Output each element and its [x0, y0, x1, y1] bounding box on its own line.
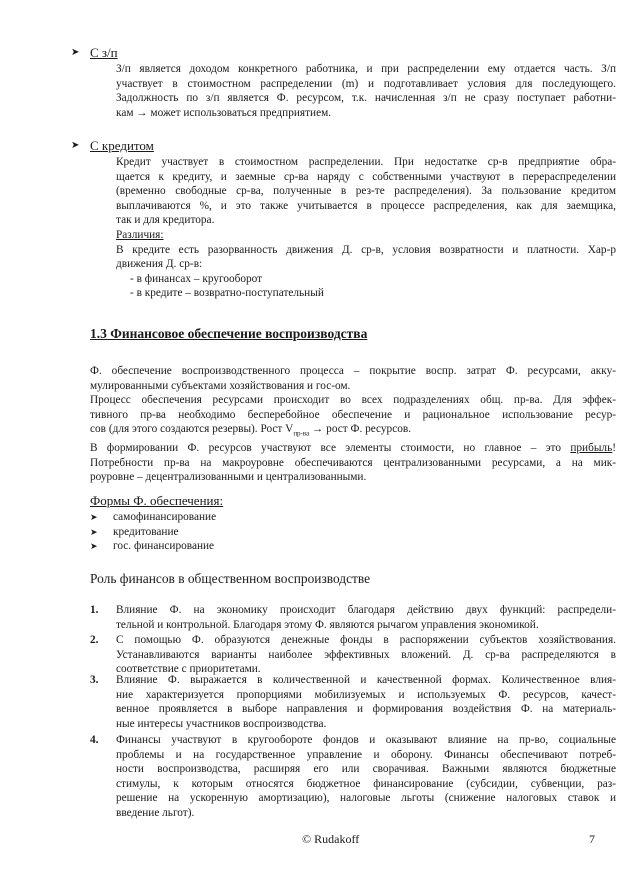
sub-list-item: - в кредите – возвратно-поступательный	[130, 287, 324, 300]
text-line: участвует в стоимостном распределении (m) и подготавливает условия для последующего.	[116, 77, 616, 90]
text-line: Потребности пр-ва на макроуровне обеспечиваются централизованными ресурсами, а на мик-	[90, 456, 616, 469]
text-line: Ф. обеспечение воспроизводственного процесса – покрытие воспр. затрат Ф. ресурсами, акку-	[90, 365, 616, 377]
text-line: кам → может использоваться предприятием.	[116, 106, 332, 119]
growth-line	[90, 422, 616, 441]
list-number: 3.	[90, 674, 99, 686]
text-line: Кредит участвует в стоимостном распределении. При недостатке ср-в предприятие обра-	[116, 156, 616, 168]
forms-list-item	[90, 539, 216, 554]
text-line: движения Д. ср-в:	[116, 258, 203, 271]
text-line: роуровне – децентрализованными и централизованными.	[90, 471, 367, 484]
list-number: 2.	[90, 634, 99, 646]
text-line: проблемы и на государственное управление и оборону. Финансы обеспечивают потреб-	[116, 748, 616, 761]
forms-item-label: гос. финансирование	[113, 540, 215, 553]
text-line: щается к кредиту, и заемные ср-ва наряду с собственными участвуют в перераспределении	[116, 170, 616, 183]
role-title: Роль финансов в общественном воспроизводстве	[90, 571, 371, 586]
text-line: С помощью Ф. образуются денежные фонды в распоряжении субъектов хозяйствования.	[116, 634, 616, 646]
text-line: стимулы, к которым относятся бюджетное финансирование (субсидии, субвенции, раз-	[116, 777, 616, 790]
section-1-3-body	[90, 364, 616, 485]
text-fragment: В формировании Ф. ресурсов участвуют все элементы стоимости, но главное – это	[90, 442, 571, 455]
arrowhead-bullet-icon: ➤	[90, 526, 98, 537]
forms-title: Формы Ф. обеспечения:	[90, 493, 224, 508]
forms-list-item	[90, 525, 216, 540]
page-number: 7	[589, 832, 595, 846]
text-fragment: → рост Ф. ресурсов.	[309, 423, 412, 436]
arrowhead-bullet-icon: ➤	[90, 512, 98, 522]
text-line: Процесс обеспечения ресурсами происходит во всех подразделениях общ. пр-ва. Для эффек-	[90, 394, 616, 407]
section-wage-heading	[71, 45, 118, 61]
section-wage-title: С з/п	[90, 45, 118, 60]
section-credit-title: С кредитом	[90, 138, 154, 153]
text-line: ние характеризуется пропорциями мобилизуемых и используемых Ф. ресурсов, качест-	[116, 688, 616, 701]
text-line: Устанавливаются варианты наиболее эффективных вложений. Д. ср-ва распределяются в	[116, 648, 616, 661]
profit-word: прибыль	[570, 442, 613, 455]
differences-label: Различия:	[116, 228, 164, 241]
forms-list	[90, 510, 216, 554]
text-fragment: сов (для этого создаются резервы). Рост V	[90, 423, 294, 436]
text-line: так и для кредитора.	[116, 214, 215, 227]
text-line: выплачиваются %, и это также учитывается в процессе распределения, как для заемщика,	[116, 199, 616, 212]
forms-item-label: самофинансирование	[113, 511, 217, 523]
list-number: 1.	[90, 604, 99, 616]
text-line: ные интересы участников воспроизводства.	[116, 717, 327, 730]
arrowhead-bullet-icon: ➤	[71, 47, 80, 58]
text-line: Финансы участвуют в кругообороте фондов и оказывают влияние на пр-во, социальные	[116, 734, 616, 746]
text-fragment: !	[612, 442, 616, 455]
text-line: Задолжность по з/п является Ф. ресурсом, т.к. начисленная з/п не сразу поступает работни-	[116, 92, 616, 105]
section-credit-body	[116, 155, 616, 301]
forms-item-label: кредитование	[113, 525, 179, 538]
section-credit-heading	[71, 138, 154, 154]
footer-copyright: © Rudakoff	[302, 832, 360, 846]
text-line: мулированными субъектами хозяйствования и гос-ом.	[90, 379, 351, 392]
forms-list-item	[90, 510, 216, 525]
sub-list-item: - в финансах – кругооборот	[130, 272, 263, 285]
profit-line	[90, 441, 616, 456]
text-line: тельной и контрольной. Благодаря этому Ф. являются рычагом управления экономикой.	[116, 618, 539, 631]
text-line: ности воспроизводства, расширяя его или сворачивая. Важными являются бюджетные	[116, 763, 616, 776]
text-line: решение на ускоренную амортизацию), налоговые льготы (снижение налоговых ставок и	[116, 792, 616, 805]
text-line: тивного пр-ва необходимо бесперебойное обеспечение и рациональное использование ресур-	[90, 408, 616, 421]
subscript: пр-ва	[293, 429, 310, 438]
text-line: введение льгот).	[116, 806, 195, 819]
text-line: (временно свободные ср-ва, полученные в рез-те распределения). За пользование кредитом	[116, 185, 616, 198]
text-line: В кредите есть разорванность движения Д. ср-в, условия возвратности и платности. Хар-р	[116, 243, 616, 256]
text-line: венное проявляется в выборе направления и формирования воздействия Ф. на материаль-	[116, 703, 616, 716]
arrowhead-bullet-icon: ➤	[90, 541, 98, 552]
text-line: соответствие с приоритетами.	[116, 663, 261, 676]
section-wage-body	[116, 62, 616, 120]
text-line: Влияние Ф. выражается в количественной и качественной формах. Количественное влия-	[116, 674, 616, 686]
list-number: 4.	[90, 734, 99, 746]
text-line: З/п является доходом конкретного работника, и при распределении ему отдается часть. З/п	[116, 63, 616, 75]
text-line: Влияние Ф. на экономику происходит благодаря действию двух функций: распредели-	[116, 604, 616, 616]
section-1-3-title: 1.3 Финансовое обеспечение воспроизводства	[90, 326, 368, 341]
arrowhead-bullet-icon: ➤	[71, 140, 80, 151]
